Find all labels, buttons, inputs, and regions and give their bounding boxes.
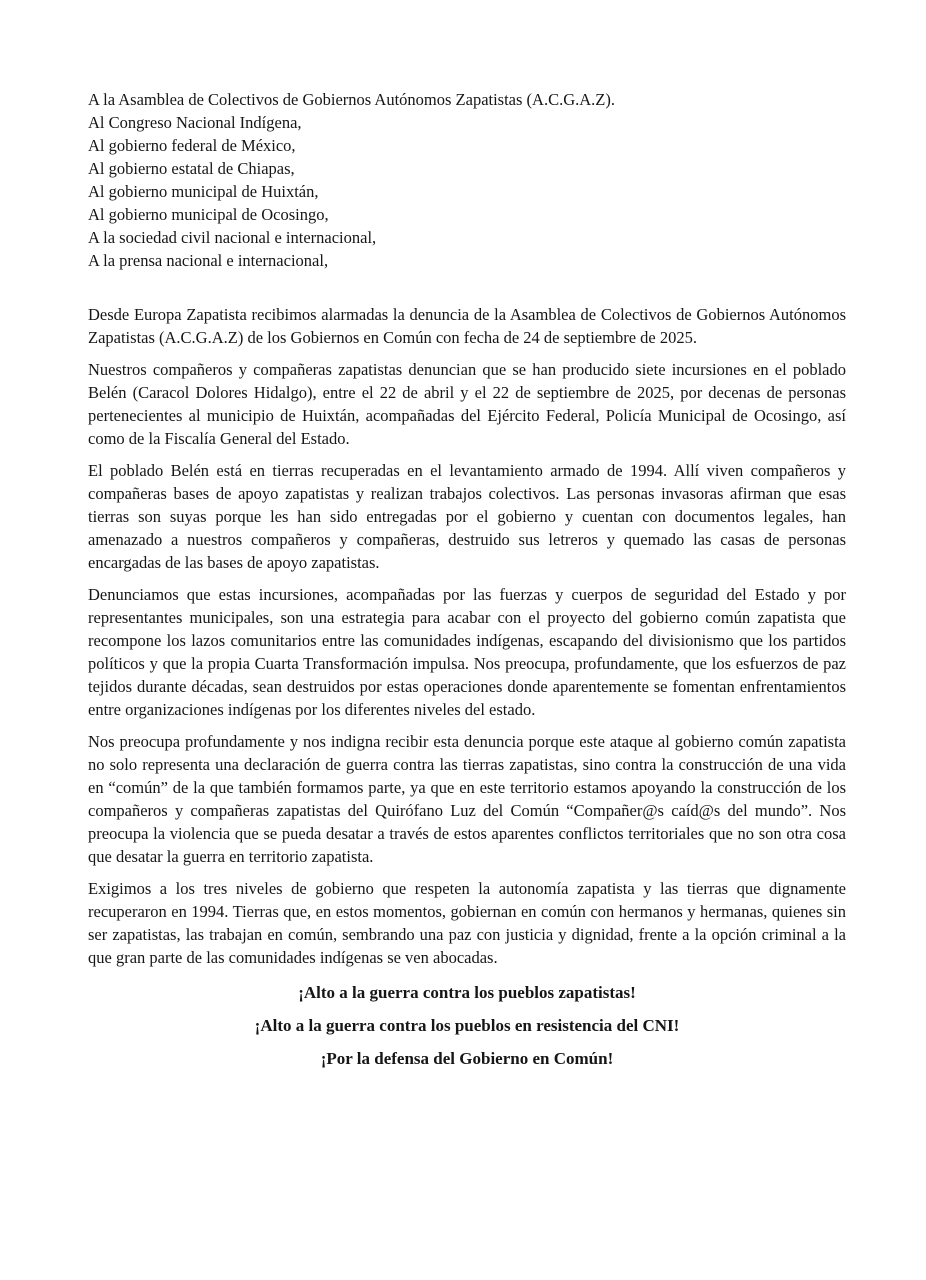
recipient-line: A la Asamblea de Colectivos de Gobiernos Autónomos Zapatistas (A.C.G.A.Z). — [88, 90, 616, 109]
letter-body — [88, 303, 846, 969]
recipient-line: Al Congreso Nacional Indígena, — [88, 113, 302, 132]
body-paragraph: Denunciamos que estas incursiones, acompañadas por las fuerzas y cuerpos de seguridad del Estado y por representantes municipales, son una estrategia para acabar con el proyecto del gobierno común zapatista que recompone los lazos comunitarios entre las comunidades indígenas, escapando del divisionismo que los partidos políticos y que la propia Cuarta Transformación impulsa. Nos preocupa, profundamente, que los esfuerzos de paz tejidos durante décadas, sean destruidos por estas operaciones donde aparentemente se fomentan enfrentamientos entre organizaciones indígenas por los diferentes niveles del estado. — [88, 585, 846, 719]
slogan-line: ¡Alto a la guerra contra los pueblos en resistencia del CNI! — [254, 1016, 680, 1035]
recipient-line: A la prensa nacional e internacional, — [88, 251, 329, 270]
recipient-line: Al gobierno municipal de Ocosingo, — [88, 205, 329, 224]
recipient-block — [88, 88, 846, 272]
body-paragraph: Exigimos a los tres niveles de gobierno que respeten la autonomía zapatista y las tierras que dignamente recuperaron en 1994. Tierras que, en estos momentos, gobiernan en común con hermanos y hermanas, quienes sin ser zapatistas, las trabajan en común, sembrando una paz con justicia y dignidad, frente a la opción criminal a la que gran parte de las comunidades indígenas se ven abocadas. — [88, 879, 846, 967]
body-paragraph: El poblado Belén está en tierras recuperadas en el levantamiento armado de 1994. Allí viven compañeros y compañeras bases de apoyo zapatistas y realizan trabajos colectivos. Las personas invasoras afirman que esas tierras son suyas porque les han sido entregadas por el gobierno y cuentan con documentos legales, han amenazado a nuestros compañeros y compañeras, destruido sus letreros y quemado las casas de personas encargadas de las bases de apoyo zapatistas. — [88, 461, 846, 572]
recipient-line: Al gobierno municipal de Huixtán, — [88, 182, 319, 201]
body-paragraph: Desde Europa Zapatista recibimos alarmadas la denuncia de la Asamblea de Colectivos de Gobiernos Autónomos Zapatistas (A.C.G.A.Z) de los Gobiernos en Común con fecha de 24 de septiembre de 2025. — [88, 305, 846, 347]
slogan-line: ¡Por la defensa del Gobierno en Común! — [320, 1049, 614, 1068]
slogan-block — [88, 981, 846, 1070]
recipient-line: Al gobierno estatal de Chiapas, — [88, 159, 295, 178]
recipient-line: A la sociedad civil nacional e internacional, — [88, 228, 377, 247]
slogan-line: ¡Alto a la guerra contra los pueblos zapatistas! — [298, 983, 636, 1002]
body-paragraph: Nuestros compañeros y compañeras zapatistas denuncian que se han producido siete incursiones en el poblado Belén (Caracol Dolores Hidalgo), entre el 22 de abril y el 22 de septiembre de 2025, por decenas de personas pertenecientes al municipio de Huixtán, acompañadas del Ejército Federal, Policía Municipal de Ocosingo, así como de la Fiscalía General del Estado. — [88, 360, 846, 448]
body-paragraph: Nos preocupa profundamente y nos indigna recibir esta denuncia porque este ataque al gobierno común zapatista no solo representa una declaración de guerra contra las tierras zapatistas, sino contra la construcción de una vida en “común” de la que también formamos parte, ya que en este territorio estamos apoyando la construcción de los compañeros y compañeras zapatistas del Quirófano Luz del Común “Compañer@s caíd@s del mundo”. Nos preocupa la violencia que se pueda desatar a través de estos aparentes conflictos territoriales que no son otra cosa que desatar la guerra en territorio zapatista. — [88, 732, 846, 866]
recipient-line: Al gobierno federal de México, — [88, 136, 296, 155]
